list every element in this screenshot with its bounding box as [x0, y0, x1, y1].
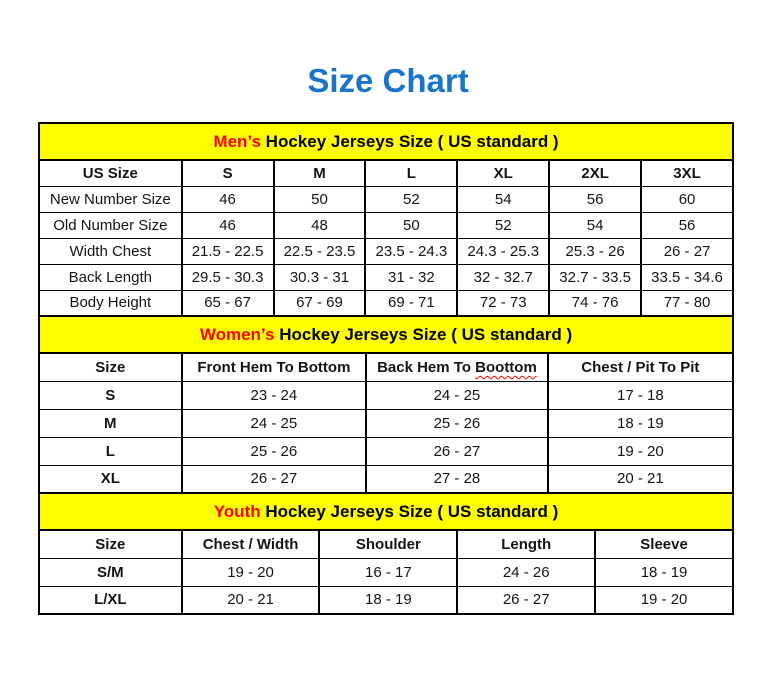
band-highlight: Men’s: [213, 131, 261, 151]
table-row: [39, 381, 733, 409]
table-row: [39, 212, 733, 238]
table-cell: 26 - 27: [457, 586, 595, 614]
header-row: [39, 530, 733, 558]
table-cell: 20 - 21: [548, 465, 733, 493]
table-cell: 77 - 80: [641, 290, 733, 316]
table-cell: 24 - 26: [457, 558, 595, 586]
table-cell: S: [39, 381, 182, 409]
table-cell: 25 - 26: [182, 437, 367, 465]
table-cell: 65 - 67: [182, 290, 274, 316]
column-header: S: [182, 160, 274, 186]
table-cell: 67 - 69: [274, 290, 366, 316]
table-cell: 21.5 - 22.5: [182, 238, 274, 264]
section-band-womens: [38, 315, 734, 352]
column-header: Sleeve: [595, 530, 733, 558]
table-cell: 17 - 18: [548, 381, 733, 409]
table-cell: 16 - 17: [319, 558, 457, 586]
header-row: [39, 353, 733, 381]
column-header: Chest / Width: [182, 530, 320, 558]
table-cell: 30.3 - 31: [274, 264, 366, 290]
size-table-mens: [38, 159, 734, 317]
table-cell: 72 - 73: [457, 290, 549, 316]
header-row: [39, 160, 733, 186]
table-cell: Width Chest: [39, 238, 182, 264]
size-table-youth: [38, 529, 734, 615]
band-highlight: Youth: [213, 501, 261, 521]
column-header-text: Size: [95, 358, 126, 376]
table-cell: 32 - 32.7: [457, 264, 549, 290]
table-cell: 24 - 25: [182, 409, 367, 437]
column-header: [366, 353, 547, 381]
band-text: Hockey Jerseys Size ( US standard ): [260, 501, 559, 521]
table-cell: 25 - 26: [366, 409, 547, 437]
table-cell: 56: [549, 186, 641, 212]
table-row: [39, 238, 733, 264]
table-cell: Body Height: [39, 290, 182, 316]
table-cell: 23 - 24: [182, 381, 367, 409]
table-cell: 18 - 19: [595, 558, 733, 586]
column-header-text: Chest / Pit To Pit: [581, 358, 700, 376]
table-cell: 23.5 - 24.3: [365, 238, 457, 264]
table-cell: 26 - 27: [366, 437, 547, 465]
table-cell: S/M: [39, 558, 182, 586]
table-cell: 18 - 19: [319, 586, 457, 614]
table-row: [39, 558, 733, 586]
column-header: US Size: [39, 160, 182, 186]
table-cell: 18 - 19: [548, 409, 733, 437]
size-tables: [38, 122, 734, 615]
column-header-text: Front Hem To Bottom: [197, 358, 351, 376]
section-band-youth: [38, 492, 734, 529]
band-text: Hockey Jerseys Size ( US standard ): [260, 131, 559, 151]
section-band-mens: [38, 122, 734, 159]
table-cell: 26 - 27: [182, 465, 367, 493]
table-cell: 46: [182, 186, 274, 212]
table-cell: 46: [182, 212, 274, 238]
table-cell: 19 - 20: [595, 586, 733, 614]
table-row: [39, 437, 733, 465]
table-cell: New Number Size: [39, 186, 182, 212]
section-mens: [38, 122, 734, 317]
misspelled-word: Boottom: [475, 358, 537, 376]
table-cell: 31 - 32: [365, 264, 457, 290]
table-cell: 69 - 71: [365, 290, 457, 316]
table-cell: 24.3 - 25.3: [457, 238, 549, 264]
column-header-text: Back Hem To: [377, 358, 476, 376]
band-highlight: Women’s: [199, 324, 275, 344]
table-cell: 29.5 - 30.3: [182, 264, 274, 290]
table-cell: 33.5 - 34.6: [641, 264, 733, 290]
table-cell: 20 - 21: [182, 586, 320, 614]
table-row: [39, 409, 733, 437]
table-cell: 26 - 27: [641, 238, 733, 264]
table-cell: 54: [457, 186, 549, 212]
size-table-womens: [38, 352, 734, 494]
column-header: Shoulder: [319, 530, 457, 558]
table-cell: 22.5 - 23.5: [274, 238, 366, 264]
column-header: L: [365, 160, 457, 186]
table-row: [39, 290, 733, 316]
table-cell: 60: [641, 186, 733, 212]
column-header: Length: [457, 530, 595, 558]
table-row: [39, 186, 733, 212]
table-cell: 52: [457, 212, 549, 238]
column-header: 3XL: [641, 160, 733, 186]
table-cell: 32.7 - 33.5: [549, 264, 641, 290]
table-cell: 50: [274, 186, 366, 212]
table-cell: 50: [365, 212, 457, 238]
table-cell: Back Length: [39, 264, 182, 290]
table-cell: L: [39, 437, 182, 465]
column-header: [182, 353, 367, 381]
table-cell: 19 - 20: [182, 558, 320, 586]
column-header: XL: [457, 160, 549, 186]
table-cell: 24 - 25: [366, 381, 547, 409]
table-cell: 27 - 28: [366, 465, 547, 493]
table-row: [39, 264, 733, 290]
table-cell: 48: [274, 212, 366, 238]
table-row: [39, 586, 733, 614]
table-cell: XL: [39, 465, 182, 493]
table-cell: M: [39, 409, 182, 437]
section-womens: [38, 315, 734, 494]
table-cell: 56: [641, 212, 733, 238]
band-text: Hockey Jerseys Size ( US standard ): [274, 324, 573, 344]
table-cell: L/XL: [39, 586, 182, 614]
column-header: [39, 353, 182, 381]
table-row: [39, 465, 733, 493]
table-cell: 74 - 76: [549, 290, 641, 316]
column-header: 2XL: [549, 160, 641, 186]
table-cell: 52: [365, 186, 457, 212]
column-header: [548, 353, 733, 381]
page-title: Size Chart: [307, 62, 469, 99]
column-header: M: [274, 160, 366, 186]
table-cell: Old Number Size: [39, 212, 182, 238]
section-youth: [38, 492, 734, 615]
table-cell: 19 - 20: [548, 437, 733, 465]
table-cell: 25.3 - 26: [549, 238, 641, 264]
table-cell: 54: [549, 212, 641, 238]
column-header: Size: [39, 530, 182, 558]
